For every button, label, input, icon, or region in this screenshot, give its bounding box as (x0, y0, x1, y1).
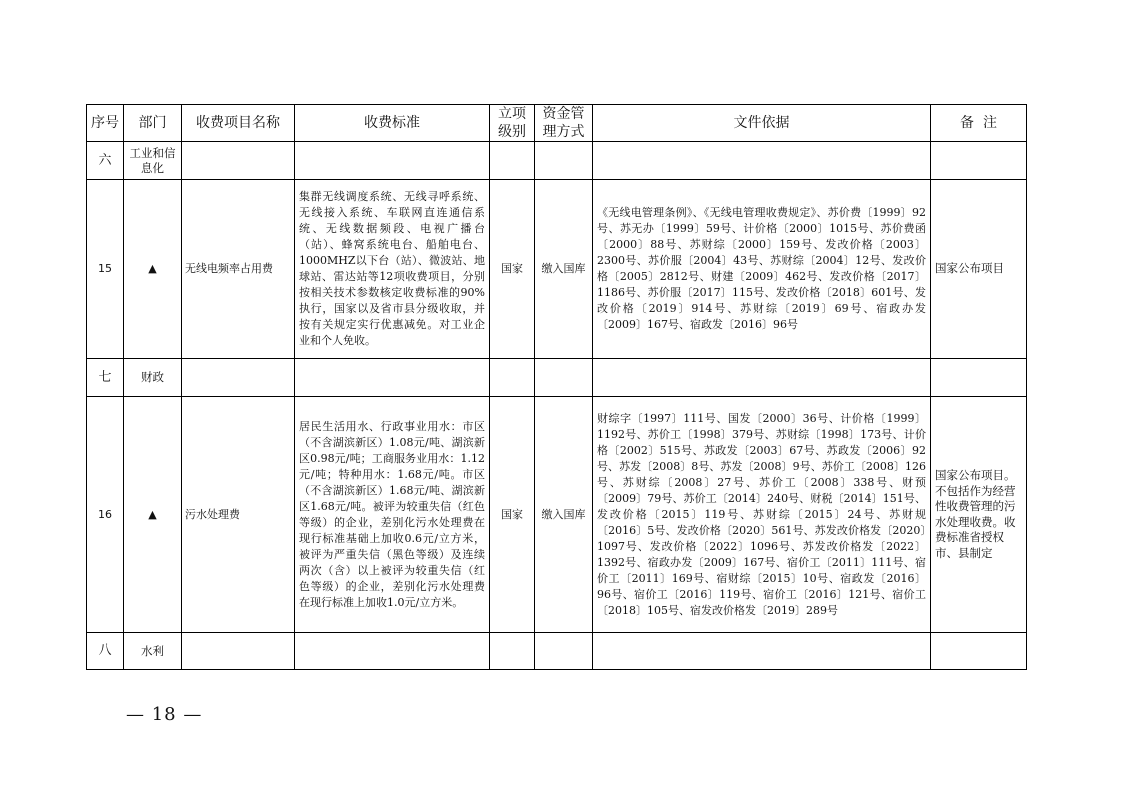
row-standard: 集群无线调度系统、无线寻呼系统、无线接入系统、车联网直连通信系统、无线数据频段、电视广播台（站）、蜂窝系统电台、船舶电台、1000MHZ以下台（站）、微波站、地球站、雷达站等12项收费项目，分别按相关技术参数核定收费标准的90%执行，国家以及省市县分级收取，并按有关规定实行优惠减免。对工业企业和个人免收。 (295, 180, 490, 359)
row-no: 16 (87, 397, 124, 633)
section-row (87, 633, 1027, 670)
page-number: — 18 — (126, 704, 203, 725)
row-basis: 财综字〔1997〕111号、国发〔2000〕36号、计价格〔1999〕1192号、苏价工〔1998〕379号、苏财综〔1998〕173号、计价格〔2002〕515号、苏政发〔2003〕67号、苏政发〔2006〕92号、苏发〔2008〕8号、苏发〔2008〕9号、苏价工〔2008〕126号、苏财综〔2008〕27号、苏价工〔2008〕338号、财预〔2009〕79号、苏价工〔2014〕240号、财税〔2014〕151号、发改价格〔2015〕119号、苏财综〔2015〕24号、苏财规〔2016〕5号、发改价格〔2020〕561号、苏发改价格发〔2020〕1097号、发改价格〔2022〕1096号、苏发改价格发〔2022〕1392号、宿政办发〔2009〕167号、宿价工〔2011〕111号、宿价工〔2011〕169号、宿财综〔2015〕10号、宿政发〔2016〕96号、宿价工〔2016〕119号、宿价工〔2016〕121号、宿价工〔2018〕105号、宿发改价格发〔2019〕289号 (593, 397, 931, 633)
header-dept: 部门 (124, 105, 182, 142)
header-level: 立项级别 (490, 105, 535, 142)
header-item: 收费项目名称 (182, 105, 295, 142)
empty-cell (182, 142, 295, 180)
section-row (87, 142, 1027, 180)
empty-cell (295, 142, 490, 180)
section-name: 工业和信息化 (124, 142, 182, 180)
empty-cell (931, 142, 1027, 180)
empty-cell (593, 142, 931, 180)
triangle-icon: ▲ (124, 397, 182, 633)
triangle-icon: ▲ (124, 180, 182, 359)
empty-cell (295, 633, 490, 670)
row-remark: 国家公布项目 (931, 180, 1027, 359)
empty-cell (295, 359, 490, 397)
empty-cell (490, 359, 535, 397)
empty-cell (593, 633, 931, 670)
section-no: 七 (87, 359, 124, 397)
empty-cell (490, 633, 535, 670)
row-basis: 《无线电管理条例》、《无线电管理收费规定》、苏价费〔1999〕92号、苏无办〔1999〕59号、计价格〔2000〕1015号、苏价费函〔2000〕88号、苏财综〔2000〕159号、发改价格〔2003〕2300号、苏价服〔2004〕43号、苏财综〔2004〕12号、发改价格〔2005〕2812号、财建〔2009〕462号、发改价格〔2017〕1186号、苏价服〔2017〕115号、发改价格〔2018〕601号、发改价格〔2019〕914号、苏财综〔2019〕69号、宿政办发〔2009〕167号、宿政发〔2016〕96号 (593, 180, 931, 359)
row-no: 15 (87, 180, 124, 359)
header-remark: 备 注 (931, 105, 1027, 142)
header-basis: 文件依据 (593, 105, 931, 142)
section-no: 六 (87, 142, 124, 180)
fee-table (86, 104, 1027, 670)
row-fund: 缴入国库 (535, 180, 593, 359)
empty-cell (535, 142, 593, 180)
empty-cell (182, 633, 295, 670)
section-name: 财政 (124, 359, 182, 397)
section-no: 八 (87, 633, 124, 670)
row-remark: 国家公布项目。不包括作为经营性收费管理的污水处理收费。收费标准省授权市、县制定 (931, 397, 1027, 633)
empty-cell (490, 142, 535, 180)
empty-cell (593, 359, 931, 397)
section-row (87, 359, 1027, 397)
header-no: 序号 (87, 105, 124, 142)
row-fund: 缴入国库 (535, 397, 593, 633)
row-level: 国家 (490, 397, 535, 633)
header-fund: 资金管理方式 (535, 105, 593, 142)
row-item: 污水处理费 (182, 397, 295, 633)
row-standard: 居民生活用水、行政事业用水：市区（不含湖滨新区）1.08元/吨、湖滨新区0.98元/吨；工商服务业用水：1.12元/吨；特种用水：1.68元/吨。市区（不含湖滨新区）1.68元/吨、湖滨新区1.68元/吨。被评为较重失信（红色等级）的企业，差别化污水处理费在现行标准基础上加收0.6元/立方米，被评为严重失信（黑色等级）及连续两次（含）以上被评为较重失信（红色等级）的企业，差别化污水处理费在现行标准上加收1.0元/立方米。 (295, 397, 490, 633)
empty-cell (931, 633, 1027, 670)
row-item: 无线电频率占用费 (182, 180, 295, 359)
header-standard: 收费标准 (295, 105, 490, 142)
row-level: 国家 (490, 180, 535, 359)
header-row (87, 105, 1027, 142)
table-row (87, 397, 1027, 633)
empty-cell (182, 359, 295, 397)
empty-cell (535, 633, 593, 670)
empty-cell (535, 359, 593, 397)
table-row (87, 180, 1027, 359)
section-name: 水利 (124, 633, 182, 670)
empty-cell (931, 359, 1027, 397)
